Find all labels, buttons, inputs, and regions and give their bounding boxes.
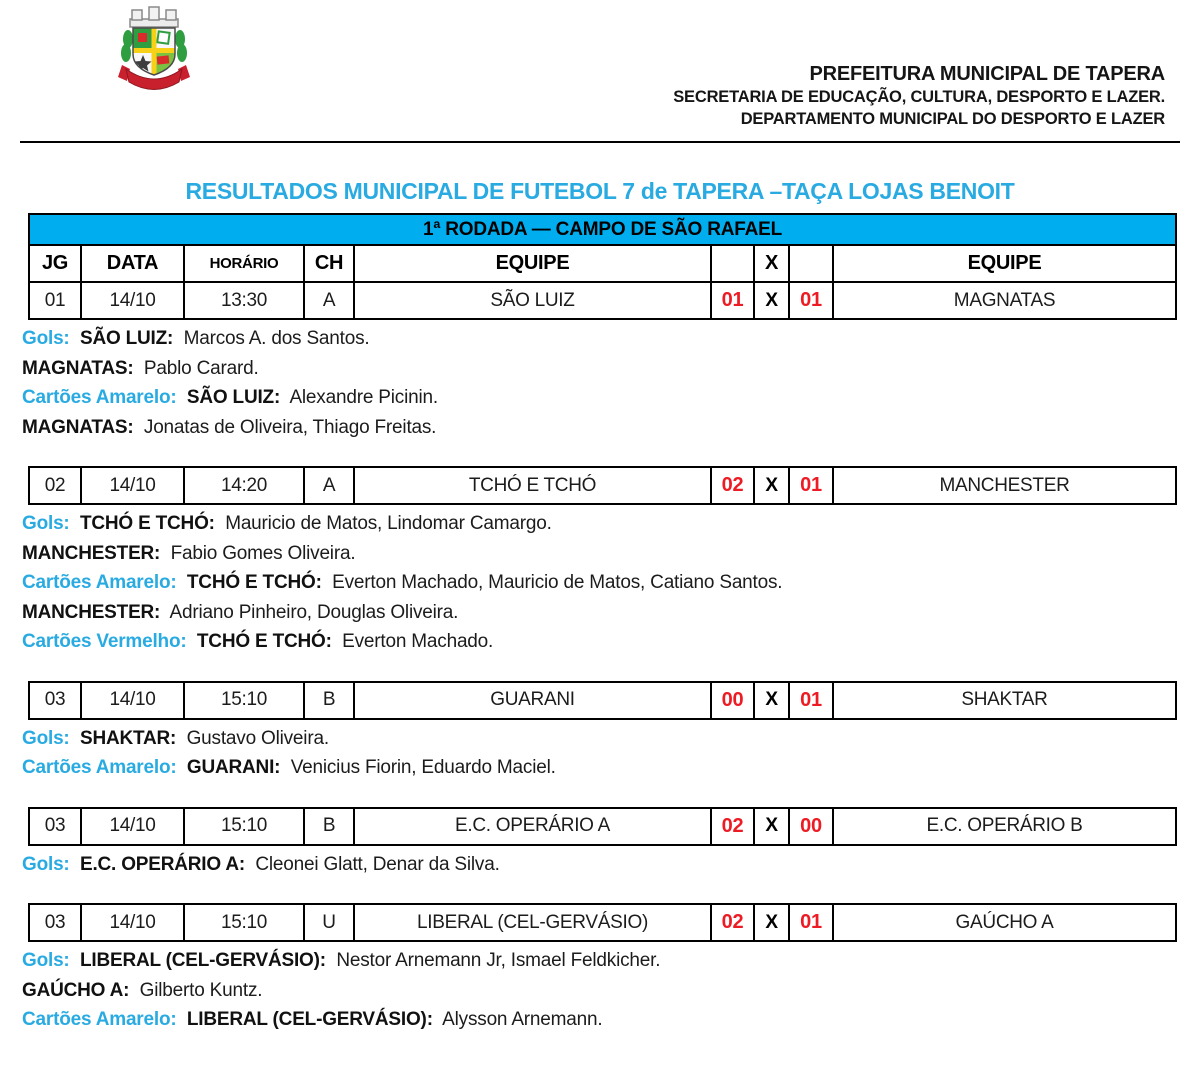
col-header-score-home	[711, 245, 754, 282]
detail-category-label: Gols:	[22, 853, 70, 875]
match-date: 14/10	[81, 682, 184, 719]
detail-team-name: MAGNATAS:	[22, 416, 134, 438]
match-number: 03	[29, 808, 81, 845]
detail-team-name: TCHÓ E TCHÓ:	[79, 513, 215, 534]
detail-team-name: SÃO LUIZ:	[186, 387, 281, 408]
score-separator: X	[754, 282, 789, 319]
detail-player-names: Nestor Arnemann Jr, Ismael Feldkicher.	[336, 950, 661, 971]
match-results-list	[22, 324, 1172, 1035]
match-details	[22, 324, 1172, 442]
match-detail-line	[22, 324, 1172, 354]
detail-category-label: Cartões Amarelo:	[22, 1009, 177, 1030]
document-title: RESULTADOS MUNICIPAL DE FUTEBOL 7 de TAPERA –TAÇA LOJAS BENOIT	[185, 178, 1015, 204]
match-details	[22, 509, 1172, 657]
match-time: 15:10	[184, 808, 304, 845]
match-time: 15:10	[184, 682, 304, 719]
match-field: B	[304, 682, 354, 719]
match-detail-line	[22, 627, 1172, 657]
match-detail-line	[22, 568, 1172, 598]
match-detail-line	[22, 724, 1172, 754]
match-detail-line	[22, 539, 1172, 569]
col-header-data: DATA	[81, 245, 184, 282]
detail-team-name: LIBERAL (CEL-GERVÁSIO):	[186, 1009, 433, 1030]
detail-player-names: Pablo Carard.	[143, 357, 259, 379]
detail-category-label: Gols:	[22, 727, 70, 749]
detail-team-name: TCHÓ E TCHÓ:	[196, 631, 332, 652]
away-team-name: E.C. OPERÁRIO B	[833, 808, 1176, 845]
match-number: 03	[29, 682, 81, 719]
detail-team-name: MANCHESTER:	[22, 542, 161, 564]
match-time: 15:10	[184, 904, 304, 941]
org-name: PREFEITURA MUNICIPAL DE TAPERA	[809, 63, 1165, 85]
home-team-name: LIBERAL (CEL-GERVÁSIO)	[354, 904, 711, 941]
detail-team-name: GUARANI:	[186, 757, 281, 778]
detail-player-names: Alysson Arnemann.	[442, 1009, 603, 1030]
results-table	[28, 213, 1177, 320]
detail-category-label: Cartões Amarelo:	[22, 387, 177, 408]
detail-player-names: Gilberto Kuntz.	[139, 979, 263, 1001]
match-details	[22, 724, 1172, 783]
detail-team-name: GAÚCHO A:	[22, 979, 130, 1001]
detail-team-name: TCHÓ E TCHÓ:	[186, 572, 322, 593]
score-separator: X	[754, 808, 789, 845]
match-detail-line	[22, 946, 1172, 976]
org-secretaria: SECRETARIA DE EDUCAÇÃO, CULTURA, DESPORTO E LAZER.	[673, 88, 1165, 106]
coat-of-arms-crown	[130, 7, 178, 27]
detail-category-label: Cartões Vermelho:	[22, 631, 187, 652]
detail-player-names: Cleonei Glatt, Denar da Silva.	[255, 853, 500, 875]
org-departamento: DEPARTAMENTO MUNICIPAL DO DESPORTO E LAZER	[740, 110, 1165, 128]
table-header-row	[29, 245, 1176, 282]
match-row	[29, 808, 1176, 845]
match-date: 14/10	[81, 904, 184, 941]
away-team-name: MAGNATAS	[833, 282, 1176, 319]
score-separator: X	[754, 904, 789, 941]
detail-category-label: Cartões Amarelo:	[22, 757, 177, 778]
col-header-x: X	[754, 245, 789, 282]
away-team-score: 01	[789, 904, 833, 941]
home-team-name: SÃO LUIZ	[354, 282, 711, 319]
results-content	[22, 213, 1172, 1035]
detail-player-names: Fabio Gomes Oliveira.	[170, 542, 356, 564]
away-team-score: 01	[789, 467, 833, 504]
match-detail-line	[22, 598, 1172, 628]
detail-category-label: Gols:	[22, 950, 70, 971]
score-separator: X	[754, 467, 789, 504]
detail-team-name: MAGNATAS:	[22, 357, 134, 379]
score-separator: X	[754, 682, 789, 719]
match-date: 14/10	[81, 467, 184, 504]
match-date: 14/10	[81, 282, 184, 319]
match-detail-line	[22, 753, 1172, 783]
detail-player-names: Venicius Fiorin, Eduardo Maciel.	[290, 757, 556, 778]
col-header-equipe-away: EQUIPE	[833, 245, 1176, 282]
match-row-table	[28, 807, 1177, 846]
match-detail-line	[22, 354, 1172, 384]
round-banner-row	[29, 214, 1176, 245]
match-row	[29, 682, 1176, 719]
tapera-coat-of-arms-logo	[108, 3, 200, 95]
detail-player-names: Gustavo Oliveira.	[186, 727, 329, 749]
col-header-equipe-home: EQUIPE	[354, 245, 711, 282]
match-time: 14:20	[184, 467, 304, 504]
match-field: A	[304, 282, 354, 319]
away-team-score: 00	[789, 808, 833, 845]
home-team-name: GUARANI	[354, 682, 711, 719]
match-number: 03	[29, 904, 81, 941]
match-details	[22, 946, 1172, 1035]
match-detail-line	[22, 383, 1172, 413]
detail-team-name: LIBERAL (CEL-GERVÁSIO):	[79, 950, 326, 971]
away-team-score: 01	[789, 282, 833, 319]
detail-player-names: Jonatas de Oliveira, Thiago Freitas.	[143, 416, 437, 438]
detail-team-name: SÃO LUIZ:	[79, 328, 174, 349]
match-field: B	[304, 808, 354, 845]
match-detail-line	[22, 976, 1172, 1006]
round-banner: 1ª RODADA — CAMPO DE SÃO RAFAEL	[29, 214, 1176, 245]
match-details	[22, 850, 1172, 880]
detail-player-names: Alexandre Picinin.	[289, 387, 438, 408]
match-row-table	[28, 681, 1177, 720]
detail-team-name: MANCHESTER:	[22, 601, 161, 623]
detail-player-names: Adriano Pinheiro, Douglas Oliveira.	[169, 601, 459, 623]
detail-player-names: Everton Machado.	[342, 631, 494, 652]
away-team-name: MANCHESTER	[833, 467, 1176, 504]
detail-category-label: Cartões Amarelo:	[22, 572, 177, 593]
col-header-horario: HORÁRIO	[184, 245, 304, 282]
col-header-jg: JG	[29, 245, 81, 282]
home-team-score: 01	[711, 282, 754, 319]
detail-player-names: Everton Machado, Mauricio de Matos, Catiano Santos.	[332, 572, 783, 593]
match-detail-line	[22, 1005, 1172, 1035]
away-team-name: SHAKTAR	[833, 682, 1176, 719]
match-field: A	[304, 467, 354, 504]
match-number: 01	[29, 282, 81, 319]
match-detail-line	[22, 413, 1172, 443]
detail-category-label: Gols:	[22, 513, 70, 534]
match-detail-line	[22, 850, 1172, 880]
home-team-score: 00	[711, 682, 754, 719]
col-header-score-away	[789, 245, 833, 282]
home-team-name: E.C. OPERÁRIO A	[354, 808, 711, 845]
detail-team-name: E.C. OPERÁRIO A:	[79, 853, 245, 875]
detail-player-names: Marcos A. dos Santos.	[183, 328, 370, 349]
header-divider	[20, 141, 1180, 143]
match-field: U	[304, 904, 354, 941]
home-team-score: 02	[711, 467, 754, 504]
detail-player-names: Mauricio de Matos, Lindomar Camargo.	[225, 513, 552, 534]
home-team-score: 02	[711, 904, 754, 941]
detail-category-label: Gols:	[22, 328, 70, 349]
match-row	[29, 467, 1176, 504]
match-row-table	[28, 903, 1177, 942]
match-detail-line	[22, 509, 1172, 539]
col-header-ch: CH	[304, 245, 354, 282]
match-row	[29, 282, 1176, 319]
match-date: 14/10	[81, 808, 184, 845]
coat-of-arms-shield	[133, 28, 175, 76]
match-row	[29, 904, 1176, 941]
match-row-table	[28, 466, 1177, 505]
match-time: 13:30	[184, 282, 304, 319]
away-team-name: GAÚCHO A	[833, 904, 1176, 941]
home-team-score: 02	[711, 808, 754, 845]
away-team-score: 01	[789, 682, 833, 719]
detail-team-name: SHAKTAR:	[79, 727, 177, 749]
match-number: 02	[29, 467, 81, 504]
home-team-name: TCHÓ E TCHÓ	[354, 467, 711, 504]
